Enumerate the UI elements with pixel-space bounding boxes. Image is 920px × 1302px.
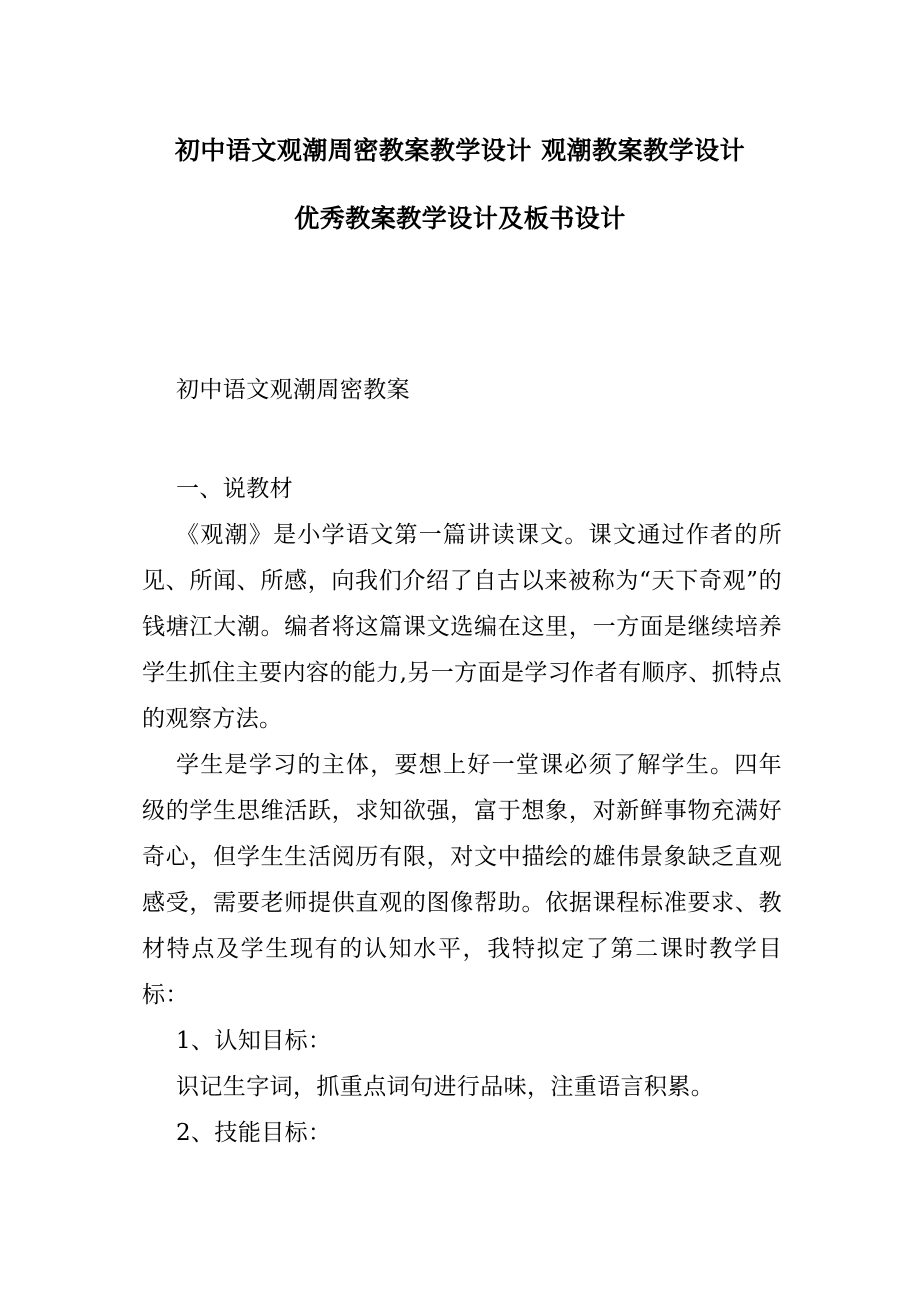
document-body xyxy=(142,512,782,1156)
document-title-line2: 优秀教案教学设计及板书设计 xyxy=(294,204,626,233)
document-subtitle: 初中语文观潮周密教案 xyxy=(176,377,410,403)
paragraph-skill-goal-heading: 2、技能目标： xyxy=(176,1120,332,1146)
section-heading-teaching-material: 一、说教材 xyxy=(176,476,293,502)
paragraph-cognitive-goal-heading: 1、认知目标： xyxy=(176,1028,332,1054)
paragraph-textbook-intro: 《观潮》是小学语文第一篇讲读课文。课文通过作者的所见、所闻、所感，向我们介绍了自古以来被称为“天下奇观”的钱塘江大潮。编者将这篇课文选编在这里，一方面是继续培养学生抓住主要内容的能力,另一方面是学习作者有顺序、抓特点的观察方法。 xyxy=(142,522,782,732)
document-title-line1: 初中语文观潮周密教案教学设计 观潮教案教学设计 xyxy=(174,136,746,165)
paragraph-student-analysis: 学生是学习的主体，要想上好一堂课必须了解学生。四年级的学生思维活跃，求知欲强，富于想象，对新鲜事物充满好奇心，但学生生活阅历有限，对文中描绘的雄伟景象缺乏直观感受，需要老师提供直观的图像帮助。依据课程标准要求、教材特点及学生现有的认知水平，我特拟定了第二课时教学目标： xyxy=(142,752,782,1008)
paragraph-cognitive-goal-text: 识记生字词，抓重点词句进行品味，注重语言积累。 xyxy=(176,1074,715,1100)
